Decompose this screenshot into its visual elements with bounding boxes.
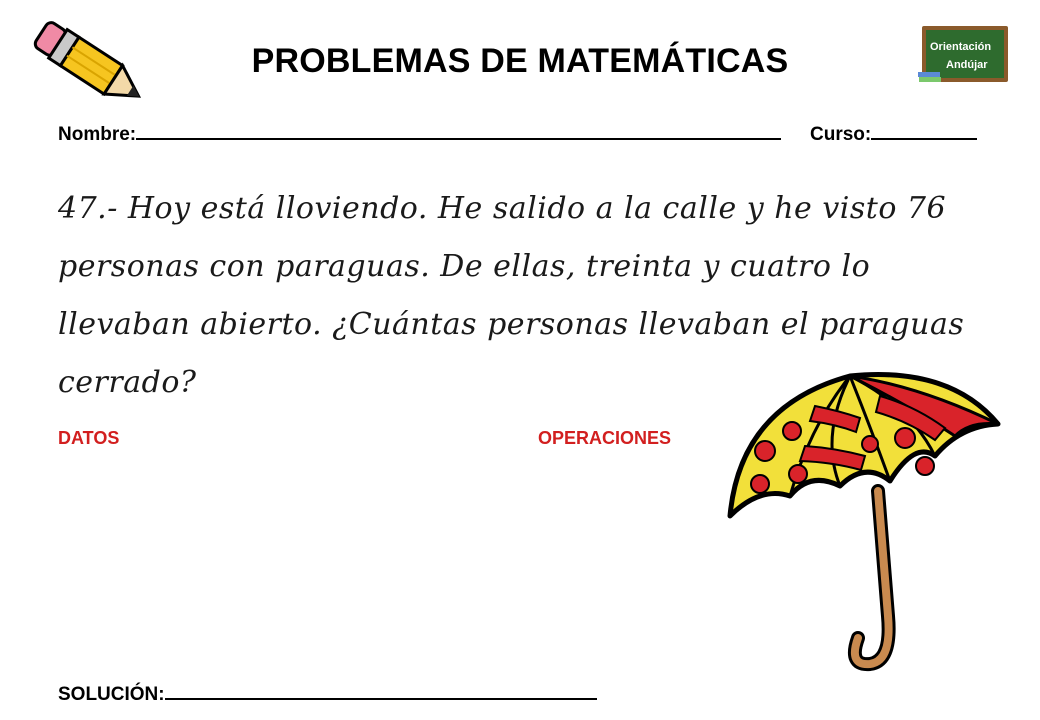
logo-text-line2: Andújar [946,59,988,71]
orientacion-andujar-logo [918,24,1010,86]
nombre-label: Nombre: [58,124,137,145]
curso-label: Curso: [810,124,872,145]
nombre-input-line[interactable] [136,120,781,140]
curso-input-line[interactable] [871,120,977,140]
umbrella-icon [720,366,1005,676]
page-title: PROBLEMAS DE MATEMÁTICAS [251,42,789,80]
curso-field [810,120,977,146]
nombre-field [58,120,781,146]
solucion-label: SOLUCIÓN: [58,684,165,705]
datos-heading: DATOS [58,428,120,448]
solucion-input-line[interactable] [165,680,597,700]
operaciones-heading: OPERACIONES [538,428,672,448]
problem-statement: 47.- Hoy está lloviendo. He salido a la calle y he visto 76 personas con paraguas. De ellas, treinta y cuatro lo llevaban abierto. ¿Cuántas personas llevaban el paraguas cerrado? [58,191,965,400]
solucion-field [58,680,597,706]
logo-text-line1: Orientación [930,41,992,53]
